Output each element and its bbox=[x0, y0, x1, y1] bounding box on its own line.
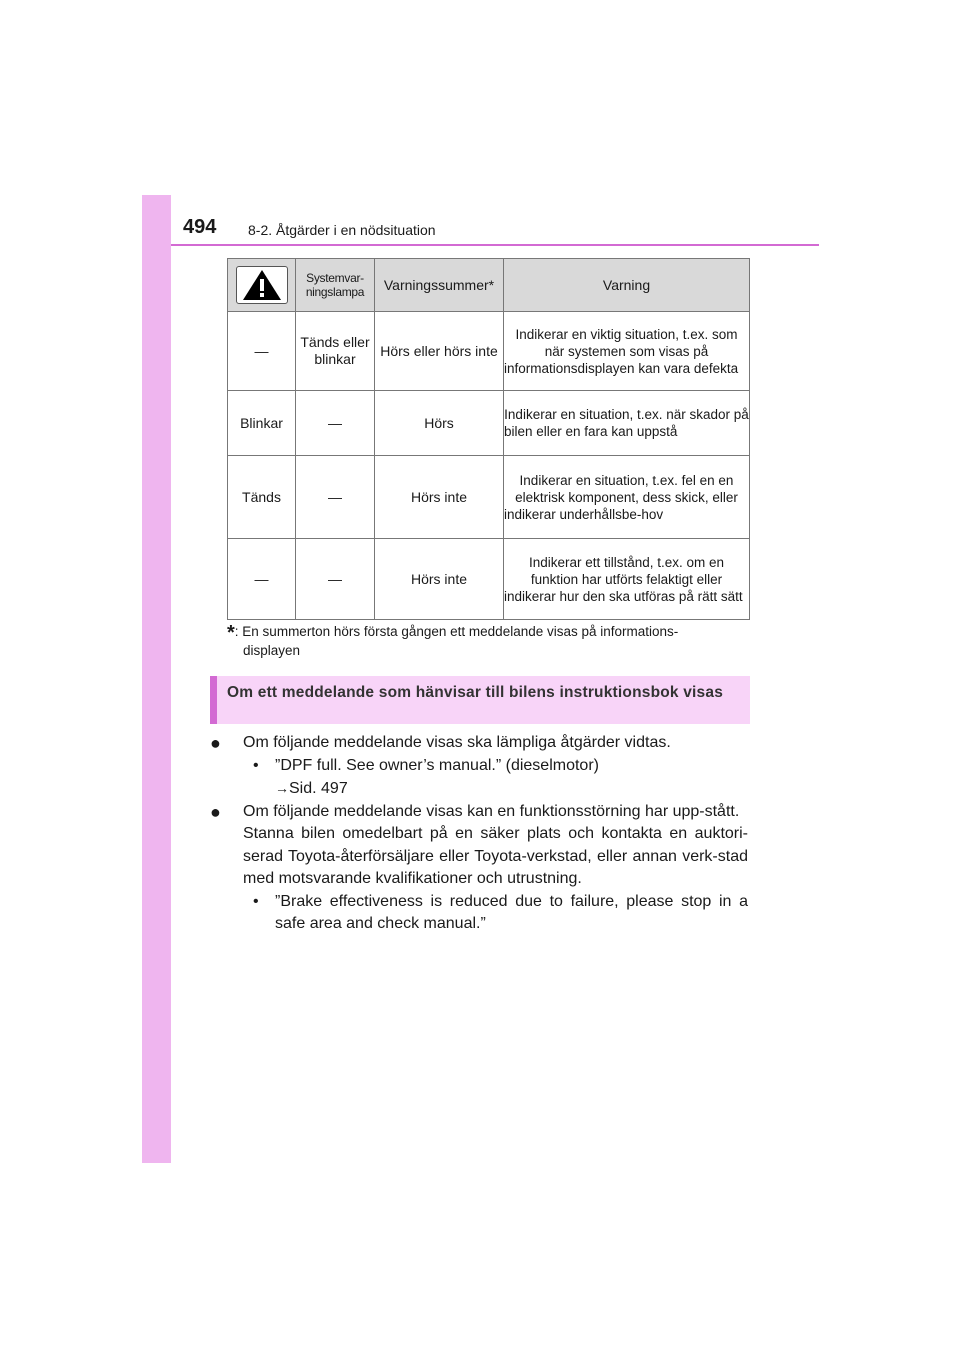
callout-title: Om ett meddelande som hänvisar till bilens instruktionsbok visas bbox=[227, 684, 724, 701]
warning-cell: Indikerar en viktig situation, t.ex. som när systemen som visas på informationsdisplayen kan vara defekta bbox=[504, 312, 750, 391]
page-reference bbox=[275, 777, 748, 801]
body-text bbox=[210, 732, 748, 936]
side-thumb-band bbox=[142, 195, 171, 1163]
page-reference-link[interactable]: Sid. 497 bbox=[289, 780, 348, 797]
buzzer-header: Varningssummer* bbox=[375, 259, 504, 312]
table-row bbox=[228, 312, 750, 391]
header-divider bbox=[171, 244, 819, 246]
buzzer-cell: Hörs inte bbox=[375, 539, 504, 620]
lamp-header bbox=[296, 259, 375, 312]
bullet-icon: ● bbox=[210, 801, 221, 822]
table-header-row bbox=[228, 259, 750, 312]
sub-list-item bbox=[243, 891, 748, 936]
footnote-marker: * bbox=[227, 622, 235, 644]
table-footnote bbox=[227, 623, 749, 660]
message-text: ”DPF full. See owner’s manual.” (dieselmotor) bbox=[275, 756, 599, 774]
warning-cell: Indikerar ett tillstånd, t.ex. om en funktion har utförts felaktigt eller indikerar hur den ska utföras på rätt sätt bbox=[504, 539, 750, 620]
icon-header-cell bbox=[228, 259, 296, 312]
buzzer-cell: Hörs eller hörs inte bbox=[375, 312, 504, 391]
lamp-cell: — bbox=[296, 539, 375, 620]
arrow-right-icon: → bbox=[275, 780, 289, 796]
list-item bbox=[210, 801, 748, 891]
buzzer-cell: Hörs inte bbox=[375, 456, 504, 539]
sub-bullet-icon: • bbox=[253, 892, 259, 910]
lamp-cell: Tänds eller blinkar bbox=[296, 312, 375, 391]
icon-cell: — bbox=[228, 312, 296, 391]
callout-heading bbox=[210, 676, 750, 724]
sub-bullet-icon: • bbox=[253, 756, 259, 774]
bullet-text: Om följande meddelande visas kan en funktionsstörning har upp-stått. bbox=[243, 802, 740, 820]
bullet-icon: ● bbox=[210, 733, 221, 753]
icon-cell: — bbox=[228, 539, 296, 620]
bullet-text: Om följande meddelande visas ska lämpliga åtgärder vidtas. bbox=[243, 734, 671, 751]
table-row bbox=[228, 391, 750, 456]
warning-header: Varning bbox=[504, 259, 750, 312]
lamp-header-line1: Systemvar- bbox=[306, 271, 364, 285]
warning-triangle-icon bbox=[236, 266, 288, 304]
page-number: 494 bbox=[183, 216, 217, 238]
icon-cell: Blinkar bbox=[228, 391, 296, 456]
buzzer-cell: Hörs bbox=[375, 391, 504, 456]
table-row bbox=[228, 456, 750, 539]
lamp-header-line2: ningslampa bbox=[305, 285, 365, 299]
section-title: 8-2. Åtgärder i en nödsituation bbox=[248, 222, 436, 238]
list-item bbox=[210, 732, 748, 755]
message-text: ”Brake effectiveness is reduced due to failure, please stop in a safe area and check manual.” bbox=[275, 892, 748, 932]
footnote-text-continued: displayen bbox=[243, 643, 301, 658]
footnote-text: : En summerton hörs första gången ett meddelande visas på informations- bbox=[234, 624, 679, 639]
warning-cell: Indikerar en situation, t.ex. när skador på bilen eller en fara kan uppstå bbox=[504, 391, 750, 456]
bullet-text-continued: Stanna bilen omedelbart på en säker plats och kontakta en auktori-serad Toyota-återförsäljare eller Toyota-verkstad, eller annan verk-stad med motsvarande kvalifikationer och utrustning. bbox=[243, 825, 748, 887]
warning-table bbox=[227, 258, 750, 620]
lamp-cell: — bbox=[296, 391, 375, 456]
sub-list-item bbox=[243, 755, 748, 801]
table-row bbox=[228, 539, 750, 620]
warning-cell: Indikerar en situation, t.ex. fel en en elektrisk komponent, dess skick, eller indikerar underhållsbe-hov bbox=[504, 456, 750, 539]
lamp-cell: — bbox=[296, 456, 375, 539]
icon-cell: Tänds bbox=[228, 456, 296, 539]
